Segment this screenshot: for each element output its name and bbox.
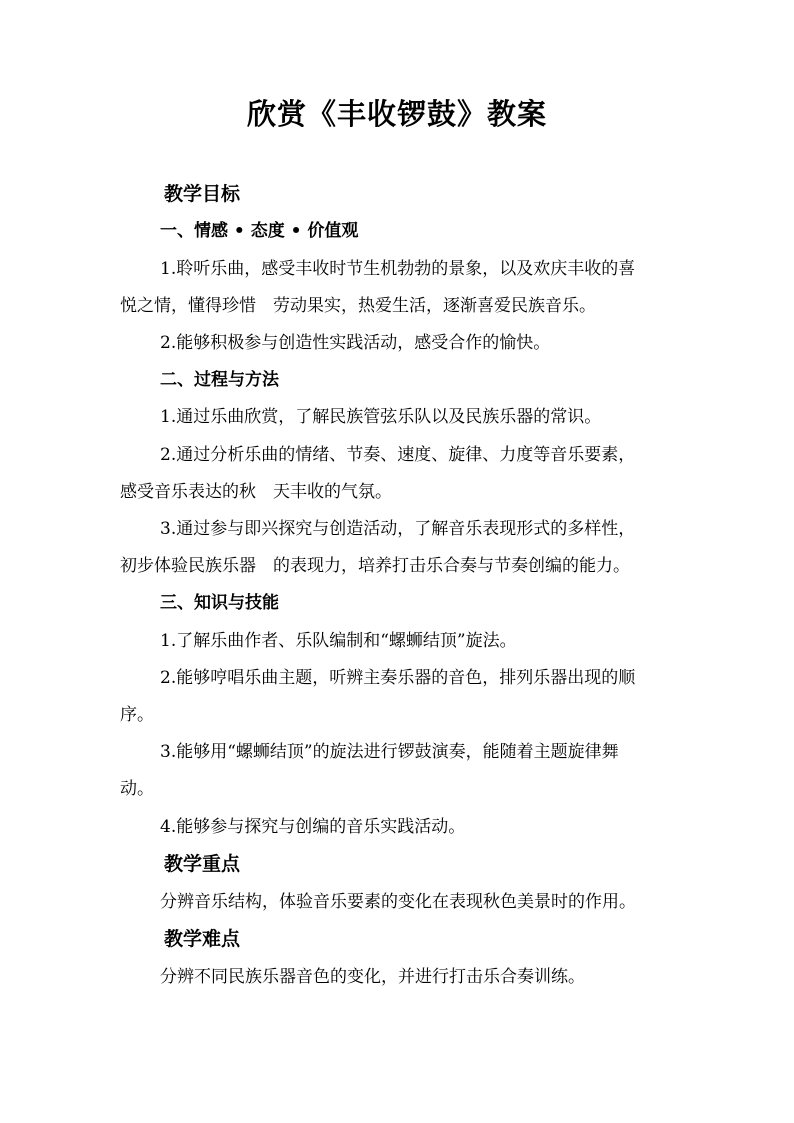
section2-item3-line2: 初步体验民族乐器 的表现力，培养打击乐合奏与节奏创编的能力。 — [120, 556, 630, 576]
section3-item3-line2: 动。 — [120, 779, 154, 799]
section3-item2-line2: 序。 — [120, 705, 154, 725]
section2-item1: 1.通过乐曲欣赏，了解民族管弦乐队以及民族乐器的常识。 — [160, 407, 602, 427]
section3-item3-line1: 3.能够用“螺蛳结顶”的旋法进行锣鼓演奏，能随着主题旋律舞 — [160, 742, 619, 762]
section1-item1-line2: 悦之情，懂得珍惜 劳动果实，热爱生活，逐渐喜爱民族音乐。 — [120, 296, 596, 316]
section3-item1: 1.了解乐曲作者、乐队编制和“螺蛳结顶”旋法。 — [160, 631, 517, 651]
section2-item2-line1: 2.通过分析乐曲的情绪、节奏、速度、旋律、力度等音乐要素， — [160, 445, 636, 465]
section2-heading: 二、过程与方法 — [160, 370, 279, 390]
section2-item2-line2: 感受音乐表达的秋 天丰收的气氛。 — [120, 482, 392, 502]
key-points-text: 分辨音乐结构，体验音乐要素的变化在表现秋色美景时的作用。 — [160, 892, 636, 912]
section3-item4: 4.能够参与探究与创编的音乐实践活动。 — [160, 817, 466, 837]
section1-item2: 2.能够积极参与创造性实践活动，感受合作的愉快。 — [160, 333, 551, 353]
key-points-heading: 教学重点 — [164, 853, 241, 875]
goals-heading: 教学目标 — [164, 183, 241, 205]
page-title: 欣赏《丰收锣鼓》教案 — [246, 97, 547, 131]
section3-heading: 三、知识与技能 — [160, 593, 279, 613]
section1-heading: 一、情感 • 态度 • 价值观 — [160, 221, 359, 241]
difficulties-text: 分辨不同民族乐器音色的变化，并进行打击乐合奏训练。 — [160, 967, 585, 987]
difficulties-heading: 教学难点 — [164, 928, 241, 950]
section2-item3-line1: 3.通过参与即兴探究与创造活动，了解音乐表现形式的多样性， — [160, 519, 636, 539]
section1-item1-line1: 1.聆听乐曲，感受丰收时节生机勃勃的景象，以及欢庆丰收的喜 — [160, 259, 636, 279]
section3-item2-line1: 2.能够哼唱乐曲主题，听辨主奏乐器的音色，排列乐器出现的顺 — [160, 668, 636, 688]
